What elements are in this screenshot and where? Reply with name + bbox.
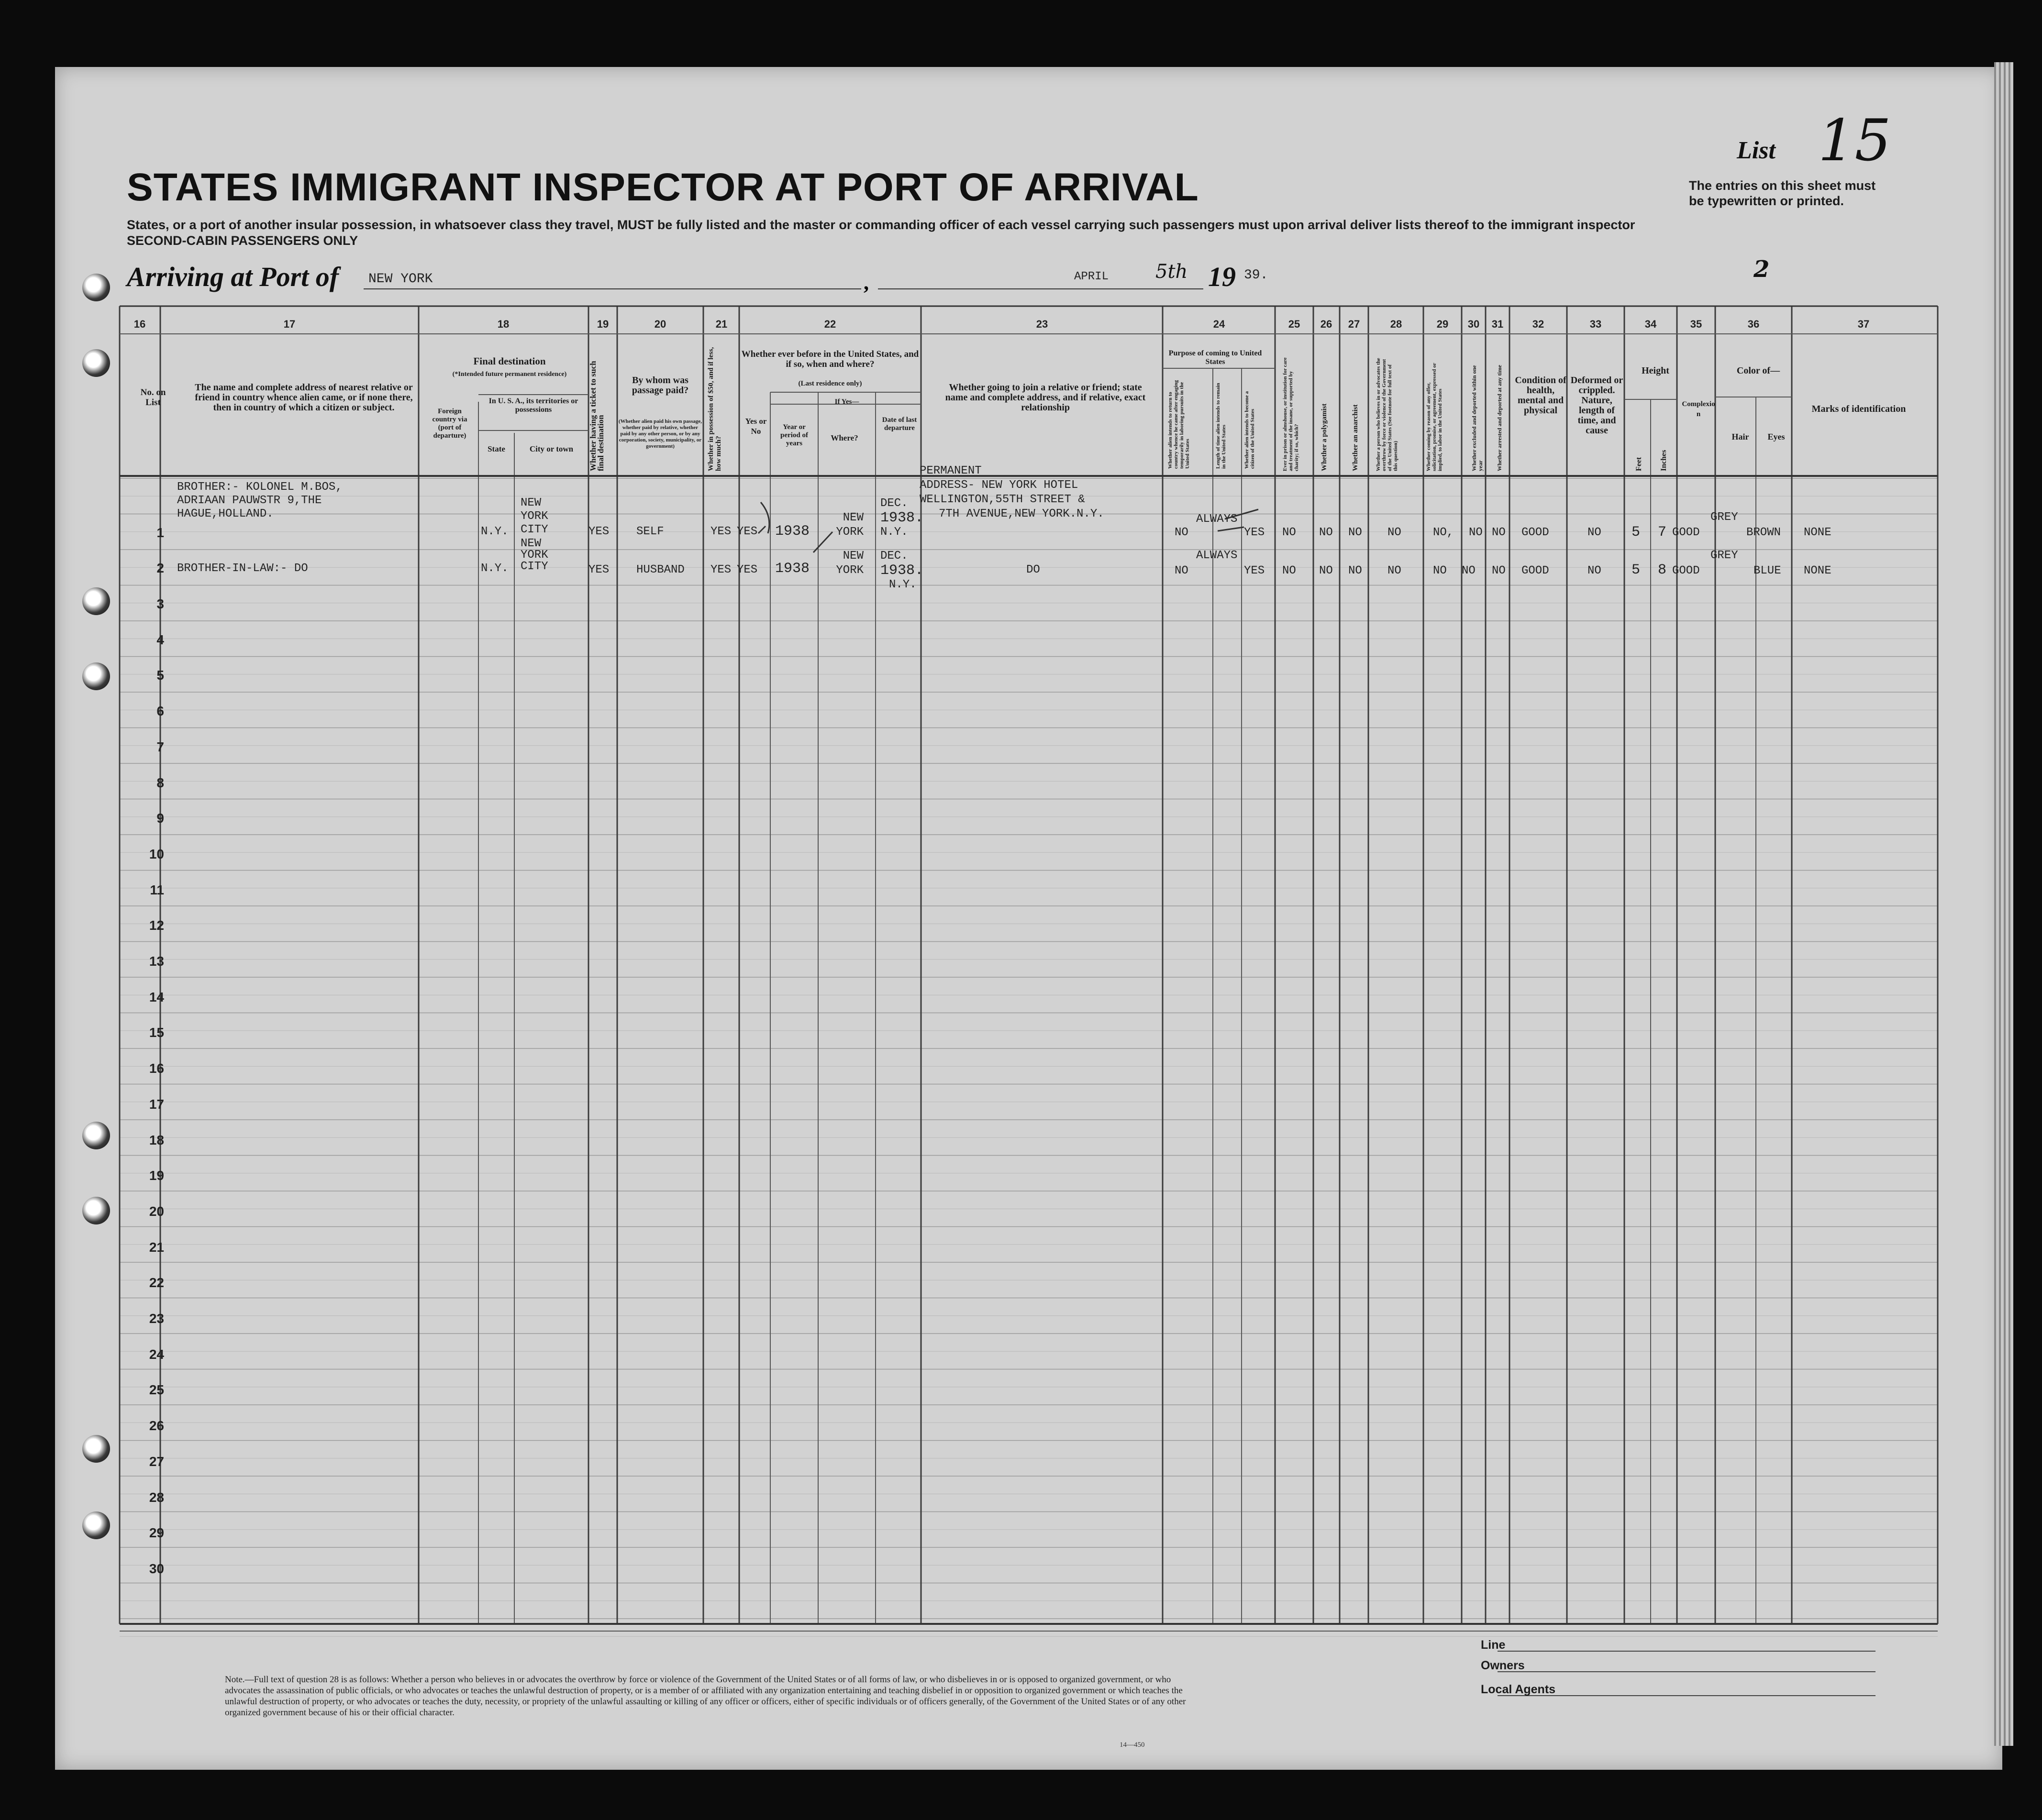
column-number: 30 — [1467, 318, 1480, 330]
row-number: 27 — [149, 1454, 164, 1469]
row-2-fifty: YES — [710, 563, 732, 576]
local-agents-label: Local Agents — [1481, 1683, 1556, 1696]
column-number: 32 — [1532, 318, 1544, 330]
row-1-eyes: BROWN — [1746, 526, 1781, 539]
header-question-28: Whether a person who believes in or advocates the overthrow by force or violence of the Government of the United States (See footnote for full text of this question) — [1376, 358, 1398, 471]
row-number: 21 — [149, 1239, 164, 1255]
row-number: 14 — [149, 989, 164, 1004]
row-1-joining: PERMANENT ADDRESS- NEW YORK HOTEL WELLINGTON,55TH STREET & 7TH AVENUE,NEW YORK.N.Y. — [920, 464, 1104, 520]
header-where: Where? — [831, 433, 858, 442]
row-2-city: NEW YORK CITY — [521, 537, 548, 573]
header-year-period: Year or period of years — [780, 423, 808, 447]
header-anarchist: Whether an anarchist — [1352, 404, 1359, 471]
cabin-class: SECOND-CABIN PASSENGERS ONLY — [127, 233, 358, 248]
header-in-usa: In U. S. A., its territories or possessions — [488, 397, 578, 414]
row-1-deformed: NO — [1587, 526, 1601, 539]
row-2-feet: 5 — [1631, 562, 1641, 578]
header-ticket: Whether having a ticket to such final destination — [588, 361, 605, 471]
comma: , — [864, 271, 869, 294]
row-1-anarchist: NO — [1348, 526, 1362, 539]
row-1-arrested: NO — [1492, 526, 1506, 539]
row-2-state: N.Y. — [481, 562, 509, 575]
row-1-inches: 7 — [1658, 524, 1667, 540]
header-deformed: Deformed or crippled. Nature, length of time, and cause — [1570, 375, 1623, 436]
page-title: STATES IMMIGRANT INSPECTOR AT PORT OF ARRIVAL — [127, 165, 1199, 209]
header-citizen-intent: Whether alien intends to become a citizen of the United States — [1244, 391, 1255, 469]
row-number: 20 — [149, 1203, 164, 1219]
day-value: 5th — [1155, 261, 1188, 283]
header-complexion: Complexion — [1682, 400, 1715, 418]
entries-note-line-1: The entries on this sheet must — [1689, 178, 1876, 193]
header-color-of: Color of— — [1736, 365, 1780, 376]
header-excluded: Whether excluded and deported within one year — [1471, 365, 1484, 471]
row-2-prison: NO — [1282, 564, 1296, 577]
header-passage-paid-sub: (Whether alien paid his own passage, whether paid by relative, whether paid by any other person, or by any corporation, society, municipality, or government) — [619, 419, 702, 449]
row-2-ticket: YES — [588, 563, 610, 576]
list-number: 15 — [1818, 108, 1891, 174]
row-number: 22 — [149, 1275, 164, 1291]
row-1-ticket: YES — [588, 525, 610, 538]
row-2-question-28: NO — [1387, 564, 1401, 577]
row-2-length: ALWAYS — [1196, 549, 1238, 562]
row-1-health: GOOD — [1521, 526, 1549, 539]
row-number: 10 — [149, 846, 164, 861]
row-1-labor-offer: NO, — [1433, 526, 1454, 539]
row-2-before: YES — [737, 563, 758, 576]
column-number: 21 — [715, 318, 728, 330]
line-label: Line — [1481, 1638, 1506, 1652]
header-date-departure: Date of last departure — [882, 416, 917, 432]
column-number: 26 — [1320, 318, 1332, 330]
row-1-hair: GREY — [1710, 511, 1738, 524]
column-number: 17 — [283, 318, 296, 330]
row-1-paid-by: SELF — [636, 525, 664, 538]
header-marks: Marks of identification — [1811, 404, 1906, 414]
column-number: 29 — [1436, 318, 1449, 330]
row-1-return: NO — [1175, 526, 1188, 539]
row-number: 17 — [149, 1096, 164, 1112]
row-1-state: N.Y. — [481, 525, 509, 538]
row-2-anarchist: NO — [1348, 564, 1362, 577]
row-2-where: NEW YORK — [836, 550, 864, 577]
row-number: 12 — [149, 918, 164, 933]
row-number: 30 — [149, 1561, 164, 1576]
row-1-length: ALWAYS — [1196, 513, 1238, 526]
row-number: 8 — [156, 775, 164, 790]
header-foreign-country: Foreign country via (port of departure) — [432, 408, 467, 440]
list-label: List — [1737, 137, 1776, 164]
column-number: 33 — [1589, 318, 1602, 330]
column-number: 16 — [133, 318, 146, 330]
column-number: 35 — [1690, 318, 1702, 330]
row-2-hair: GREY — [1710, 549, 1738, 562]
port-value: NEW YORK — [368, 272, 433, 287]
header-labor-offer: Whether coming by reason of any offer, solicitation, promise, or agreement, expressed or implied, to labor in the United States — [1426, 363, 1443, 471]
column-number: 25 — [1288, 318, 1300, 330]
row-number: 25 — [149, 1382, 164, 1398]
header-yes-no: Yes or No — [745, 417, 767, 436]
header-purpose: Purpose of coming to United States — [1168, 349, 1262, 366]
header-state: State — [488, 444, 505, 453]
row-number: 15 — [149, 1025, 164, 1040]
row-number: 6 — [156, 704, 164, 719]
header-passage-paid: By whom was passage paid? — [632, 375, 689, 396]
column-number: 27 — [1348, 318, 1360, 330]
row-1-before: YES — [737, 525, 758, 538]
row-2-paid-by: HUSBAND — [636, 563, 685, 576]
form-number: 14—450 — [1120, 1741, 1145, 1749]
column-number: 28 — [1390, 318, 1402, 330]
header-final-destination-sub: (*Intended future permanent residence) — [452, 371, 567, 378]
row-2-complexion: GOOD — [1672, 564, 1700, 577]
row-1-question-28: NO — [1387, 526, 1401, 539]
column-number: 19 — [597, 318, 609, 330]
row-2-deformed: NO — [1587, 564, 1601, 577]
row-number: 26 — [149, 1418, 164, 1434]
header-health: Condition of health, mental and physical — [1515, 375, 1566, 416]
header-fifty-dollars: Whether in possession of $50, and if less, how much? — [707, 347, 722, 471]
column-number: 22 — [824, 318, 836, 330]
row-1-where: NEW YORK — [836, 511, 864, 539]
column-number: 36 — [1747, 318, 1760, 330]
header-if-yes: If Yes— — [834, 398, 859, 406]
header-feet: Feet — [1635, 457, 1643, 471]
row-1-fifty: YES — [710, 525, 732, 538]
row-number: 13 — [149, 954, 164, 969]
row-1-year: 1938 — [775, 523, 810, 540]
row-2-health: GOOD — [1521, 564, 1549, 577]
header-inches: Inches — [1660, 450, 1668, 471]
footnote: Note.—Full text of question 28 is as follows: Whether a person who believes in or advocates the overthrow by force or violence of the Government of the United States or of all forms of law, or who disbelieves in or is opposed to organized government, or who advocates the assassination of public officials, or who advocates or teaches the unlawful destruction of property, or is a member of or affiliated with any organization entertaining and teaching disbelief in or opposition to organized government or which teaches the unlawful destruction of property, or who advocates or teaches the duty, necessity, or propriety of the unlawful assaulting or killing of any officer or officers, either of specific individuals or of officers generally, of the Government of the United States or of any other organized government because of his or their official character. — [225, 1675, 1186, 1718]
column-number: 24 — [1213, 318, 1225, 330]
row-number: 11 — [150, 882, 164, 897]
row-number: 16 — [149, 1061, 164, 1076]
header-ever-before-sub: (Last residence only) — [798, 380, 862, 387]
row-1-citizen: YES — [1244, 526, 1265, 539]
row-2-arrested: NO — [1492, 564, 1506, 577]
header-no-on-list: No. on List — [140, 387, 166, 408]
row-number: 7 — [156, 739, 164, 754]
row-2-departure: DEC. 1938. N.Y. — [880, 550, 924, 591]
row-1-departure: DEC. 1938. N.Y. — [880, 497, 924, 539]
row-1-relative: BROTHER:- KOLONEL M.BOS, ADRIAAN PAUWSTR 9,THE HAGUE,HOLLAND. — [177, 481, 343, 520]
row-2-citizen: YES — [1244, 564, 1265, 577]
row-1-polygamist: NO — [1319, 526, 1333, 539]
row-number: 18 — [149, 1132, 164, 1147]
row-number: 5 — [156, 668, 164, 683]
row-number: 28 — [149, 1489, 164, 1505]
row-1-feet: 5 — [1631, 524, 1641, 540]
header-joining: Whether going to join a relative or friend; state name and complete address, and if relative, exact relationship — [945, 382, 1146, 413]
row-number: 9 — [156, 811, 164, 826]
column-number: 31 — [1491, 318, 1504, 330]
arriving-label: Arriving at Port of — [127, 261, 339, 292]
row-2-inches: 8 — [1658, 562, 1667, 578]
row-1-prison: NO — [1282, 526, 1296, 539]
column-number: 37 — [1857, 318, 1870, 330]
year-prefix: 19 — [1208, 261, 1236, 292]
header-polygamist: Whether a polygamist — [1321, 403, 1328, 471]
row-2-relative: BROTHER-IN-LAW:- DO — [177, 562, 308, 575]
year-suffix: 39. — [1244, 268, 1268, 283]
header-ever-before: Whether ever before in the United States, and if so, when and where? — [741, 349, 919, 369]
row-1-complexion: GOOD — [1672, 526, 1700, 539]
column-number: 23 — [1036, 318, 1048, 330]
row-2-polygamist: NO — [1319, 564, 1333, 577]
row-number: 4 — [156, 632, 164, 647]
column-number: 20 — [654, 318, 666, 330]
month-value: APRIL — [1074, 270, 1109, 283]
row-2-marks: NONE — [1804, 564, 1831, 577]
row-1-city: NEW YORK CITY — [521, 496, 548, 536]
row-2-excluded: NO — [1462, 564, 1476, 577]
row-2-return: NO — [1175, 564, 1188, 577]
header-city: City or town — [529, 444, 574, 453]
column-number: 18 — [497, 318, 510, 330]
header-height: Height — [1642, 365, 1669, 376]
header-return-intent: Whether alien intends to return to country whence he came after engaging temporarily in laboring pursuits in the United States — [1167, 380, 1190, 469]
header-final-destination: Final destination — [473, 355, 546, 367]
row-2-year: 1938 — [775, 561, 810, 577]
row-number: 1 — [156, 525, 164, 540]
row-2-eyes: BLUE — [1753, 564, 1781, 577]
header-arrested: Whether arrested and deported at any time — [1496, 364, 1503, 471]
header-prison: Ever in prison or almshouse, or institution for care and treatment of the insane, or supported by charity; if so, which? — [1282, 357, 1299, 471]
header-length-of-stay: Length of time alien intends to remain in the United States — [1215, 383, 1227, 469]
header-relative: The name and complete address of nearest relative or friend in country whence alien came, or if none there, then in country of which a citizen or subject. — [195, 382, 413, 413]
owners-label: Owners — [1481, 1659, 1525, 1672]
row-2-labor-offer: NO — [1433, 564, 1447, 577]
sheet-mark: 2 — [1753, 256, 1770, 283]
row-2-joining: DO — [1026, 563, 1040, 576]
instruction-text: States, or a port of another insular possession, in whatsoever class they travel, MUST be fully listed and the master or commanding officer of each vessel carrying such passengers must upon arrival deliver lists thereof to the immigrant inspector — [127, 218, 1635, 232]
column-number: 34 — [1644, 318, 1657, 330]
row-number: 23 — [149, 1311, 164, 1326]
row-number: 29 — [149, 1525, 164, 1541]
header-eyes: Eyes — [1767, 432, 1785, 441]
entries-note-line-2: be typewritten or printed. — [1689, 194, 1844, 208]
row-number: 3 — [156, 596, 164, 611]
row-number: 19 — [149, 1168, 164, 1183]
row-number: 2 — [156, 561, 164, 575]
row-number: 24 — [149, 1346, 164, 1362]
header-hair: Hair — [1731, 432, 1749, 441]
row-1-excluded: NO — [1469, 526, 1483, 539]
row-1-marks: NONE — [1804, 526, 1831, 539]
